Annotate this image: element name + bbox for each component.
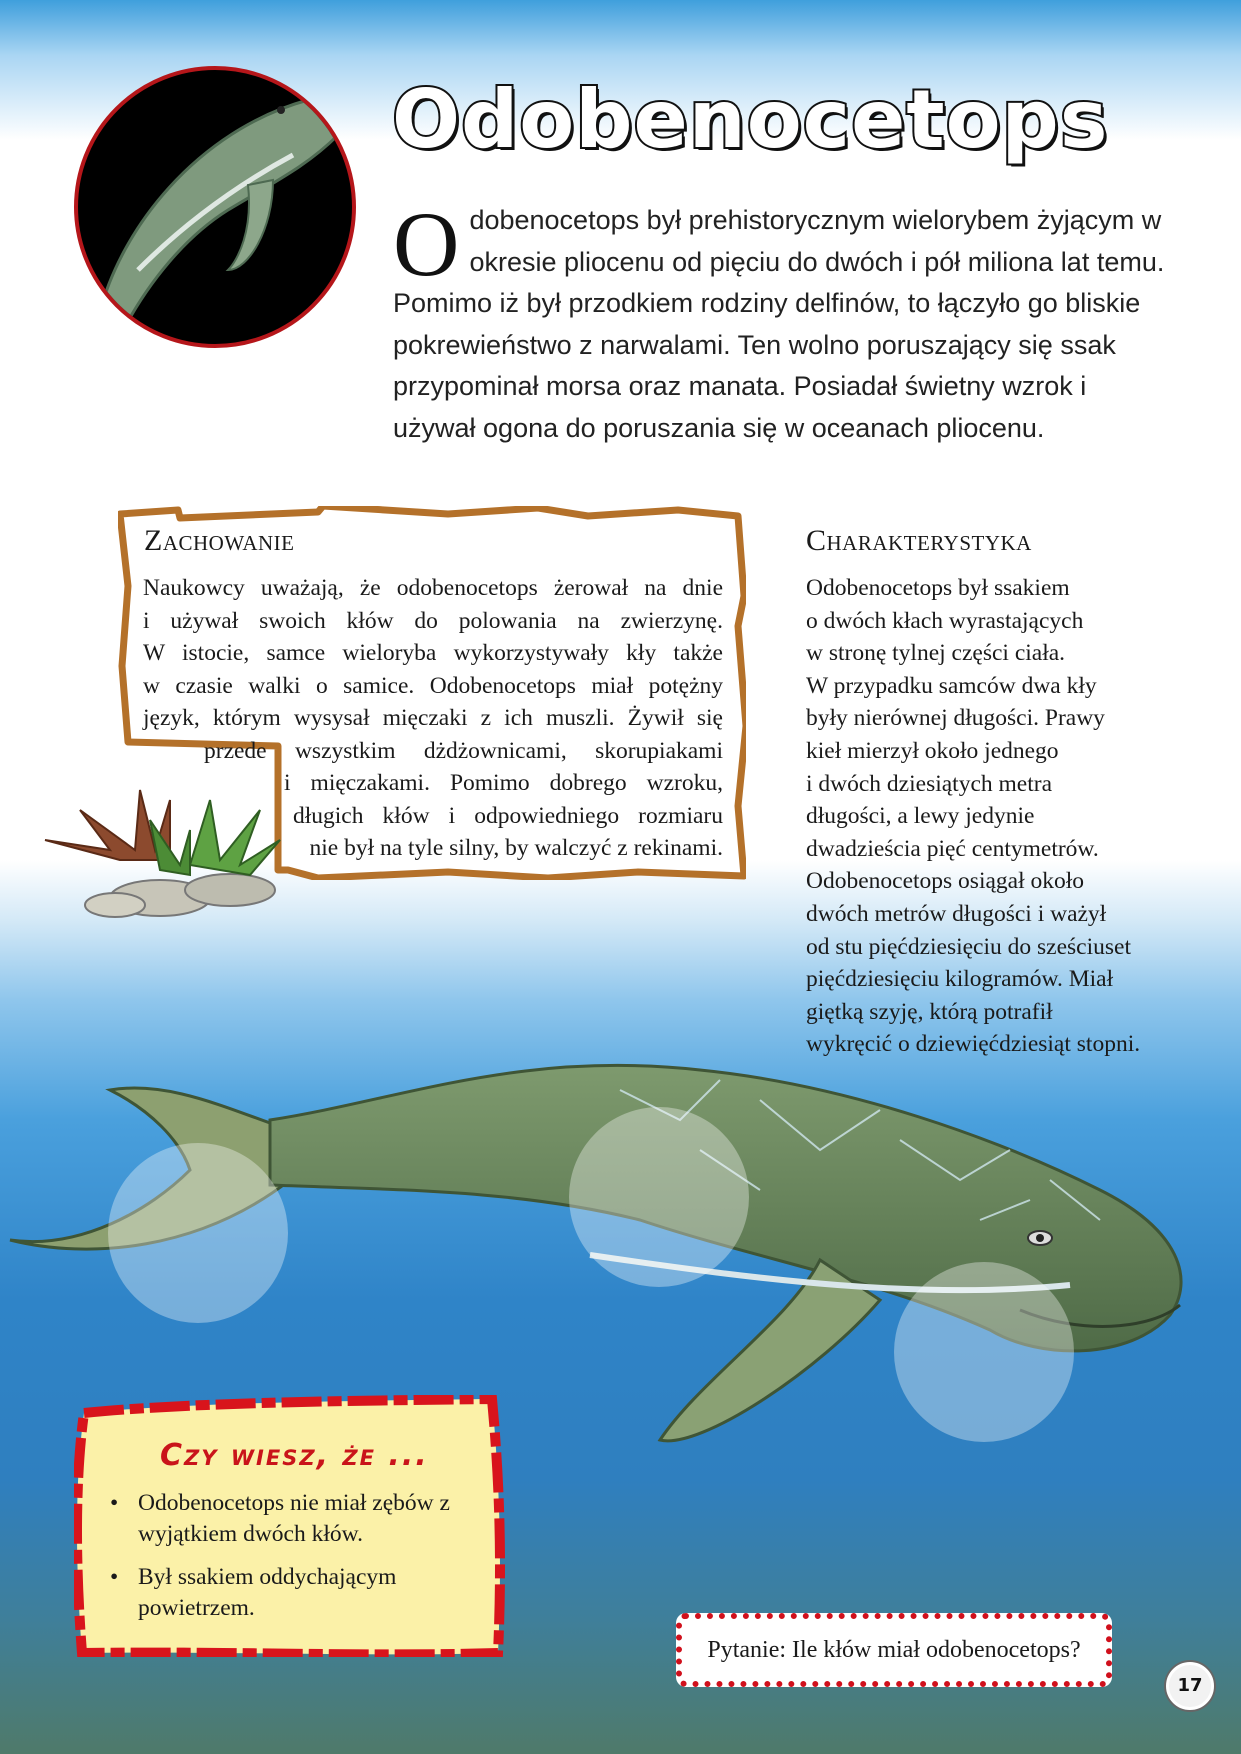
characteristics-line: od stu pięćdziesięciu do sześciuset: [806, 933, 1131, 960]
behaviour-line: nie był na tyle silny, by walczyć z rekinami.: [309, 835, 723, 861]
whale-thumbnail-icon: [78, 70, 356, 348]
characteristics-text: [806, 572, 1196, 1061]
behaviour-line: długich kłów i odpowiedniego rozmiaru: [293, 802, 723, 829]
page-title: Odobenocetops: [392, 73, 1109, 166]
characteristics-line: w stronę tylnej części ciała.: [806, 640, 1066, 667]
characteristics-line: Odobenocetops był ssakiem: [806, 575, 1070, 601]
behaviour-text: [143, 572, 723, 865]
characteristics-line: W przypadku samców dwa kły: [806, 672, 1097, 699]
behaviour-line: Naukowcy uważają, że odobenocetops żerował na dnie: [143, 575, 723, 601]
characteristics-line: i dwóch dziesiątych metra: [806, 770, 1053, 797]
behaviour-line: język, którym wysysał mięczaki z ich muszli. Żywił się: [143, 705, 723, 731]
list-item: • Odobenocetops nie miał zębów z wyjątkiem dwóch kłów.: [106, 1488, 476, 1550]
did-you-know-heading: Czy wiesz, że ...: [160, 1438, 429, 1473]
characteristics-heading: Charakterystyka: [806, 524, 1032, 557]
characteristics-line: dwóch metrów długości i ważył: [806, 900, 1107, 927]
intro-text: dobenocetops był prehistorycznym wielorybem żyjącym w okresie pliocenu od pięciu do dwóch i pół miliona lat temu. Pomimo iż był przodkiem rodziny delfinów, to łączyło go bliskie pokrewieństwo z narwalami. Ten wolno poruszający się ssak przypominał morsa oraz manata. Posiadał świetny wzrok i używał ogona do poruszania się w oceanach pliocenu.: [393, 205, 1165, 443]
list-item: • Był ssakiem oddychającym powietrzem.: [106, 1562, 476, 1624]
characteristics-line: Odobenocetops osiągał około: [806, 868, 1085, 895]
characteristics-line: pięćdziesięciu kilogramów. Miał: [806, 966, 1114, 993]
characteristics-line: były nierównej długości. Prawy: [806, 705, 1105, 732]
page-number: 17: [1166, 1662, 1214, 1710]
behaviour-line: przede wszystkim dżdżownicami, skorupiakami: [204, 737, 723, 764]
behaviour-line: w czasie walki o samice. Odobenocetops miał potężny: [143, 672, 723, 699]
intro-paragraph: [393, 193, 1173, 449]
characteristics-line: wykręcić o dziewięćdziesiąt stopni.: [806, 1031, 1141, 1058]
question-box: Pytanie: Ile kłów miał odobenocetops?: [676, 1613, 1112, 1687]
characteristics-line: kieł mierzył około jednego: [806, 737, 1059, 764]
characteristics-line: o dwóch kłach wyrastających: [806, 607, 1084, 634]
behaviour-line: i używał swoich kłów do polowania na zwierzynę.: [143, 607, 723, 634]
drop-cap: O: [393, 193, 460, 295]
characteristics-line: dwadzieścia pięć centymetrów.: [806, 835, 1099, 862]
characteristics-line: długości, a lewy jedynie: [806, 803, 1035, 830]
behaviour-heading: Zachowanie: [144, 524, 295, 557]
did-you-know-list: [106, 1488, 476, 1636]
behaviour-line: W istocie, samce wieloryba wykorzystywały kły także: [143, 640, 723, 666]
characteristics-line: giętką szyję, którą potrafił: [806, 998, 1053, 1025]
thumbnail-illustration: [74, 66, 356, 348]
behaviour-line: i mięczakami. Pomimo dobrego wzroku,: [284, 770, 723, 796]
